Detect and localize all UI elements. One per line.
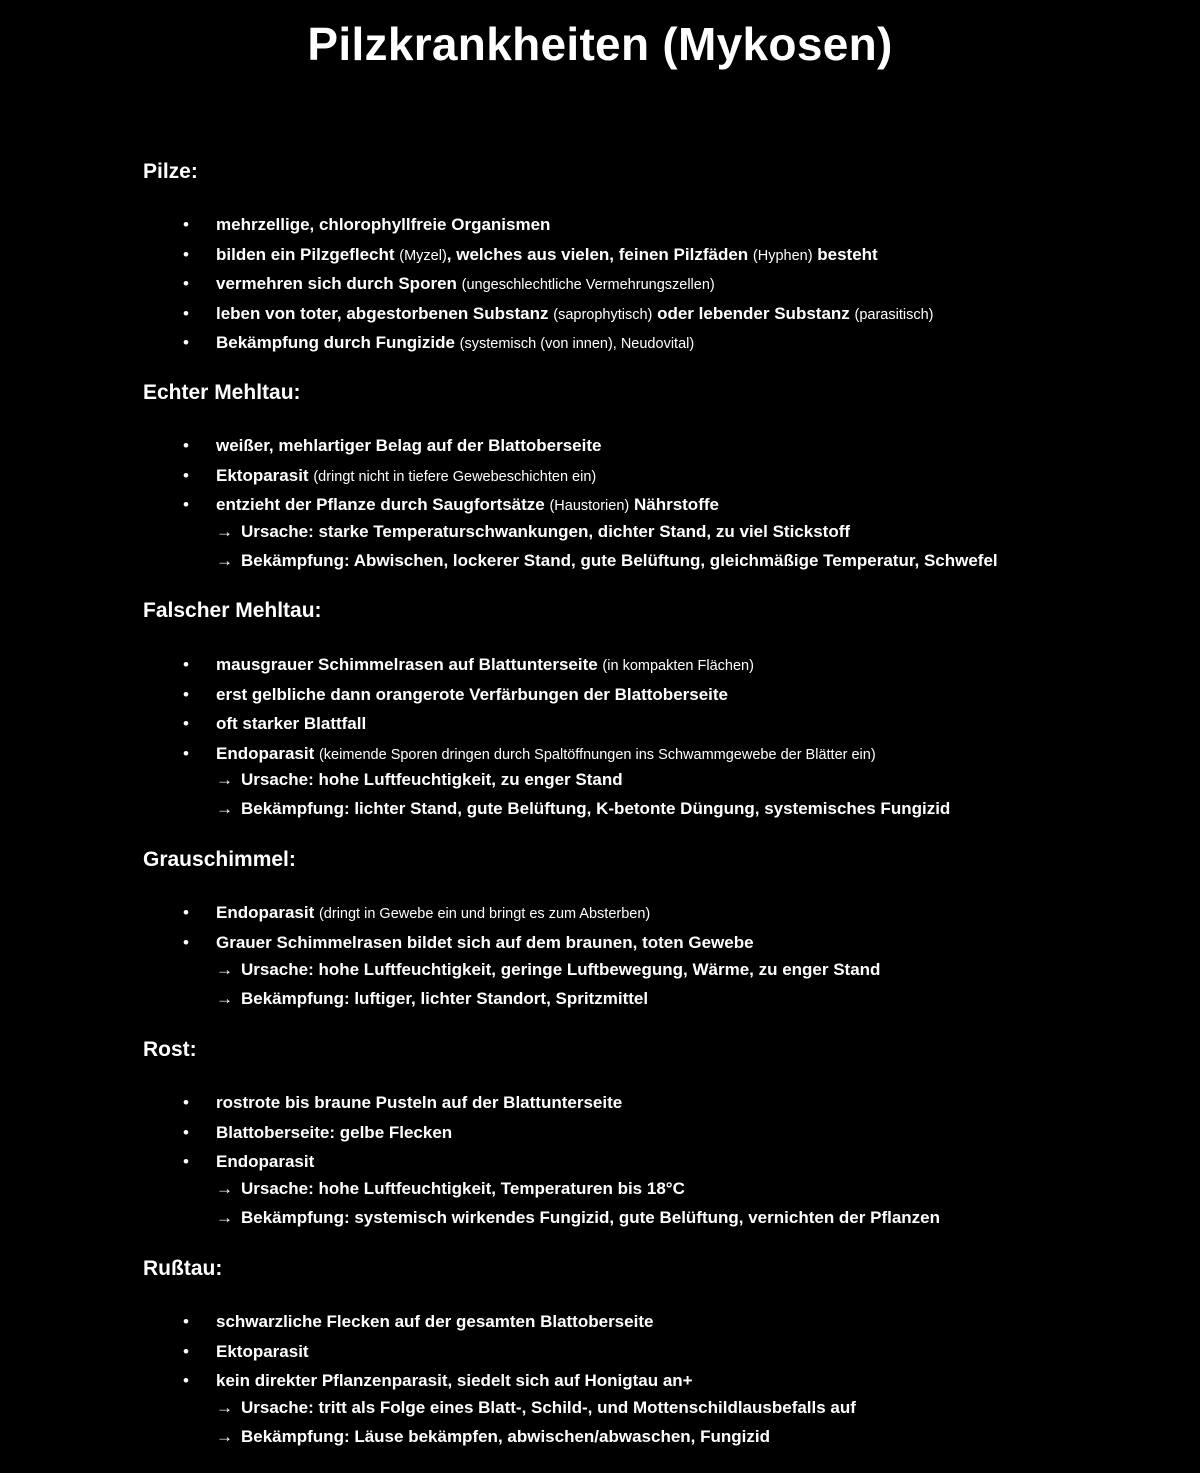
note-cause	[0, 518, 1200, 547]
note-text: Bekämpfung: Abwischen, lockerer Stand, gute Belüftung, gleichmäßige Temperatur, Schwefel	[241, 550, 998, 570]
note-text: Bekämpfung: luftiger, lichter Standort, Spritzmittel	[241, 988, 649, 1008]
annotation-segment: (in kompakten Flächen)	[602, 658, 754, 674]
list-item	[0, 739, 1200, 769]
bold-segment: weißer, mehlartiger Belag auf der Blattoberseite	[216, 436, 602, 455]
arrow-right-icon: →	[216, 522, 233, 541]
bold-segment: Endoparasit	[216, 903, 319, 922]
annotation-segment: (keimende Sporen dringen durch Spaltöffnungen ins Schwammgewebe der Blätter ein)	[318, 746, 876, 763]
notes-echter-mehltau	[0, 518, 1200, 575]
list-item	[0, 650, 1200, 680]
list-item	[0, 269, 1200, 299]
note-cause	[0, 1394, 1200, 1423]
bullet-text	[216, 461, 596, 493]
note-cause	[0, 766, 1200, 795]
bold-segment: Ektoparasit	[216, 1341, 309, 1361]
bullet-text	[216, 210, 550, 240]
bullet-text	[216, 680, 728, 710]
note-text: Bekämpfung: Läuse bekämpfen, abwischen/abwaschen, Fungizid	[241, 1426, 770, 1446]
bullet-text	[216, 240, 878, 272]
note-text: Ursache: starke Temperaturschwankungen, dichter Stand, zu viel Stickstoff	[241, 522, 851, 541]
bullet-icon: •	[183, 436, 189, 455]
annotation-segment: (parasitisch)	[854, 306, 934, 323]
bold-segment: kein direkter Pflanzenparasit, siedelt sich auf Honigtau an+	[216, 1371, 693, 1390]
note-text: Ursache: tritt als Folge eines Blatt-, Schild-, und Mottenschildlausbefalls auf	[241, 1398, 856, 1417]
note-text: Ursache: hohe Luftfeuchtigkeit, Temperaturen bis 18°C	[241, 1179, 685, 1198]
bullet-icon: •	[183, 215, 189, 234]
list-item	[0, 1088, 1200, 1118]
bold-segment: bilden ein Pilzgeflecht	[216, 244, 400, 264]
bullet-icon: •	[183, 684, 189, 704]
annotation-segment: (ungeschlechtliche Vermehrungszellen)	[461, 277, 715, 293]
list-item	[0, 1307, 1200, 1337]
annotation-segment: (dringt nicht in tiefere Gewebeschichten ein)	[313, 468, 597, 485]
list-item	[0, 461, 1200, 491]
list-item	[0, 328, 1200, 358]
bullet-text	[216, 1307, 653, 1337]
bullet-list-pilze	[0, 210, 1200, 358]
page-title: Pilzkrankheiten (Mykosen)	[307, 18, 893, 70]
arrow-right-icon: →	[216, 1179, 233, 1198]
section-heading-echter-mehltau: Echter Mehltau:	[143, 381, 301, 404]
section-heading-russtau: Rußtau:	[143, 1257, 223, 1280]
notes-falscher-mehltau	[0, 766, 1200, 823]
bullet-text	[216, 490, 719, 522]
note-treatment	[0, 547, 1200, 576]
note-text: Ursache: hohe Luftfeuchtigkeit, geringe Luftbewegung, Wärme, zu enger Stand	[241, 960, 881, 979]
annotation-segment: (dringt in Gewebe ein und bringt es zum Absterben)	[318, 906, 651, 922]
bullet-icon: •	[183, 1341, 189, 1361]
bold-segment: Nährstoffe	[629, 495, 719, 514]
bullet-icon: •	[183, 495, 189, 514]
note-treatment	[0, 1423, 1200, 1452]
bullet-icon: •	[183, 655, 189, 674]
bold-segment: vermehren sich durch Sporen	[216, 274, 462, 293]
list-item	[0, 490, 1200, 520]
annotation-segment: (systemisch (von innen), Neudovital)	[459, 336, 695, 352]
list-item	[0, 1366, 1200, 1396]
bullet-list-echter-mehltau	[0, 431, 1200, 520]
list-item	[0, 431, 1200, 461]
list-item	[0, 709, 1200, 739]
bold-segment: Endoparasit	[216, 1152, 315, 1171]
bullet-text	[216, 709, 366, 739]
bullet-list-falscher-mehltau	[0, 650, 1200, 768]
bold-segment: rostrote bis braune Pusteln auf der Blattunterseite	[216, 1093, 623, 1112]
bold-segment: besteht	[812, 244, 878, 264]
bullet-text	[216, 1337, 309, 1367]
bold-segment: , welches aus vielen, feinen Pilzfäden	[446, 244, 753, 264]
bold-segment: Bekämpfung durch Fungizide	[216, 333, 460, 352]
note-cause	[0, 1175, 1200, 1204]
notes-rost	[0, 1175, 1200, 1232]
bold-segment: oder lebender Substanz	[652, 303, 855, 323]
bold-segment: leben von toter, abgestorbenen Substanz	[216, 303, 554, 323]
bullet-list-russtau	[0, 1307, 1200, 1396]
bold-segment: Endoparasit	[216, 743, 319, 763]
note-treatment	[0, 795, 1200, 824]
note-text: Bekämpfung: systemisch wirkendes Fungizid, gute Belüftung, vernichten der Pflanzen	[241, 1207, 941, 1227]
bold-segment: mehrzellige, chlorophyllfreie Organismen	[216, 215, 551, 234]
annotation-segment: (Haustorien)	[549, 498, 630, 514]
bullet-text	[216, 898, 650, 930]
section-heading-pilze: Pilze:	[143, 160, 198, 183]
note-treatment	[0, 985, 1200, 1014]
list-item	[0, 240, 1200, 270]
list-item	[0, 299, 1200, 329]
bullet-icon: •	[183, 244, 189, 264]
bullet-list-grauschimmel	[0, 898, 1200, 957]
section-heading-rost: Rost:	[143, 1038, 197, 1061]
bold-segment: Ektoparasit	[216, 465, 314, 485]
bullet-text	[216, 1366, 693, 1396]
bullet-icon: •	[183, 1152, 189, 1171]
annotation-segment: (Myzel)	[399, 247, 447, 264]
bullet-icon: •	[183, 1122, 189, 1142]
bullet-icon: •	[183, 1093, 189, 1112]
notes-russtau	[0, 1394, 1200, 1451]
annotation-segment: (Hyphen)	[752, 247, 813, 264]
bullet-text	[216, 431, 601, 461]
bullet-icon: •	[183, 743, 189, 763]
bullet-icon: •	[183, 1371, 189, 1390]
arrow-right-icon: →	[216, 798, 233, 818]
annotation-segment: (saprophytisch)	[553, 306, 653, 323]
bullet-icon: •	[183, 932, 189, 952]
bullet-text	[216, 328, 694, 360]
note-treatment	[0, 1204, 1200, 1233]
bullet-icon: •	[183, 903, 189, 922]
section-heading-falscher-mehltau: Falscher Mehltau:	[143, 599, 322, 622]
note-text: Ursache: hohe Luftfeuchtigkeit, zu enger Stand	[241, 770, 623, 789]
bold-segment: oft starker Blattfall	[216, 714, 367, 733]
note-text: Bekämpfung: lichter Stand, gute Belüftung, K-betonte Düngung, systemisches Fungizid	[241, 798, 951, 818]
bullet-text	[216, 928, 754, 958]
arrow-right-icon: →	[216, 1398, 233, 1417]
bold-segment: erst gelbliche dann orangerote Verfärbungen der Blattoberseite	[216, 684, 729, 704]
bullet-icon: •	[183, 303, 189, 323]
bullet-icon: •	[183, 333, 189, 352]
list-item	[0, 898, 1200, 928]
bold-segment: entzieht der Pflanze durch Saugfortsätze	[216, 495, 550, 514]
bullet-text	[216, 1147, 314, 1177]
section-heading-grauschimmel: Grauschimmel:	[143, 848, 296, 871]
bold-segment: mausgrauer Schimmelrasen auf Blattunterseite	[216, 655, 603, 674]
bullet-text	[216, 269, 715, 301]
bold-segment: Grauer Schimmelrasen bildet sich auf dem braunen, toten Gewebe	[216, 932, 754, 952]
arrow-right-icon: →	[216, 988, 233, 1008]
note-cause	[0, 956, 1200, 985]
list-item	[0, 1118, 1200, 1148]
bold-segment: Blattoberseite: gelbe Flecken	[216, 1122, 453, 1142]
arrow-right-icon: →	[216, 550, 233, 570]
notes-grauschimmel	[0, 956, 1200, 1013]
bullet-icon: •	[183, 465, 189, 485]
list-item	[0, 1147, 1200, 1177]
list-item	[0, 928, 1200, 958]
arrow-right-icon: →	[216, 1207, 233, 1227]
bullet-icon: •	[183, 274, 189, 293]
bold-segment: schwarzliche Flecken auf der gesamten Blattoberseite	[216, 1312, 654, 1331]
list-item	[0, 680, 1200, 710]
bullet-text	[216, 299, 933, 331]
arrow-right-icon: →	[216, 770, 233, 789]
list-item	[0, 1337, 1200, 1367]
arrow-right-icon: →	[216, 1426, 233, 1446]
bullet-icon: •	[183, 714, 189, 733]
bullet-text	[216, 1088, 622, 1118]
bullet-icon: •	[183, 1312, 189, 1331]
bullet-list-rost	[0, 1088, 1200, 1177]
list-item	[0, 210, 1200, 240]
bullet-text	[216, 650, 754, 682]
arrow-right-icon: →	[216, 960, 233, 979]
bullet-text	[216, 1118, 452, 1148]
